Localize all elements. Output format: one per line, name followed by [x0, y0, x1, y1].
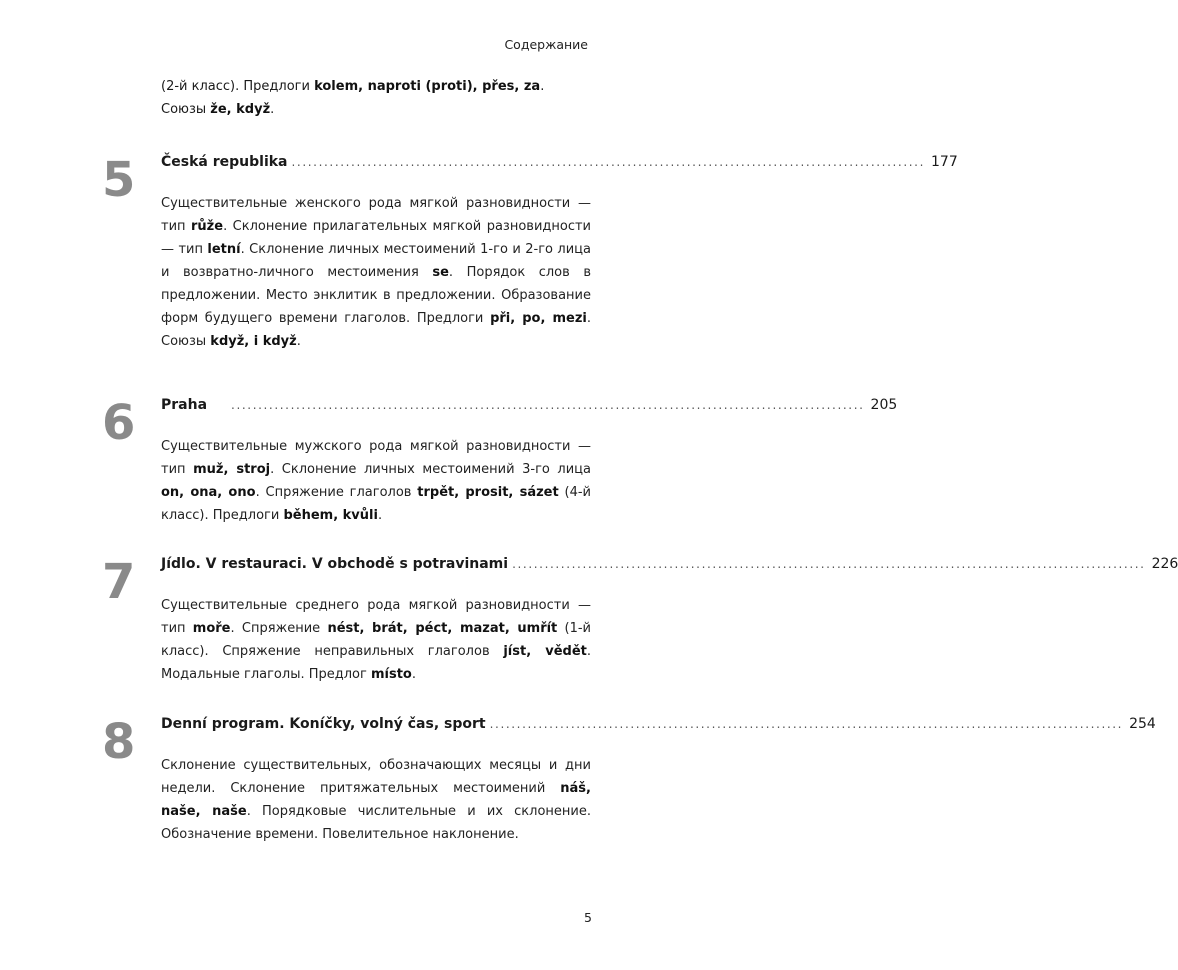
leader-dots: .....................................................................................................................	[512, 557, 1146, 571]
text-run: (4-й класс). Предлоги	[161, 485, 591, 523]
term-bold: jíst, vědět	[503, 644, 587, 659]
term-bold: růže	[191, 219, 224, 234]
text-run: . Союзы	[161, 79, 545, 117]
chapter-description	[161, 594, 591, 686]
text-run: .	[377, 508, 383, 523]
term-bold: on, ona, ono	[161, 485, 256, 500]
page-ref: 205	[870, 397, 898, 413]
page-header: Содержание	[504, 37, 588, 52]
page-number: 5	[584, 910, 592, 925]
leader-dots: .....................................................................................................................	[231, 398, 865, 412]
term-bold: muž, stroj	[193, 462, 271, 477]
chapter-number: 5	[102, 152, 136, 208]
term-bold: letní	[207, 242, 241, 257]
text-run: .	[296, 334, 301, 349]
text-run: . Спряжение глаголов	[255, 485, 418, 500]
chapter-number: 8	[102, 714, 136, 770]
chapter-description	[161, 192, 591, 353]
chapter-title: Denní program. Koníčky, volný čas, sport	[161, 716, 486, 732]
text-run: Склонение существительных, обозначающих месяцы и дни недели. Склонение притяжательных местоимений	[161, 758, 591, 796]
text-run: . Склонение личных местоимений 3-го лица	[270, 462, 591, 477]
toc-entry[interactable]	[161, 716, 1156, 738]
text-run: (1-й класс). Спряжение неправильных глаголов	[161, 621, 592, 659]
term-bold: kolem, naproti (proti), přes, za	[314, 79, 541, 94]
text-run: .	[411, 667, 416, 682]
text-run: . Союзы	[161, 311, 591, 349]
term-bold: se	[432, 265, 449, 280]
term-bold: během, kvůli	[283, 508, 378, 523]
text-run: . Порядок слов в предложении. Место энклитик в предложении. Образование форм будущего времени глаголов. Предлоги	[161, 265, 591, 326]
chapter-title: Česká republika	[161, 154, 288, 170]
term-bold: že, když	[210, 102, 271, 117]
term-bold: trpět, prosit, sázet	[417, 485, 559, 500]
term-bold: když, i když	[210, 334, 297, 349]
chapter-description	[161, 754, 591, 846]
term-bold: nést, brát, péct, mazat, umřít	[327, 621, 558, 636]
text-run: Существительные женского рода мягкой разновидности — тип	[161, 196, 591, 234]
toc-entry[interactable]	[161, 154, 958, 176]
page-ref: 226	[1151, 556, 1178, 572]
text-run: (2-й класс). Предлоги	[161, 79, 315, 94]
page-ref: 177	[931, 154, 958, 170]
chapter-title: Jídlo. V restauraci. V obchodě s potravinami	[161, 556, 509, 572]
leader-dots: .....................................................................................................................	[489, 717, 1124, 731]
text-run: . Склонение прилагательных мягкой разновидности — тип	[161, 219, 591, 257]
term-bold: moře	[192, 621, 231, 636]
toc-entry[interactable]	[161, 556, 1178, 578]
text-run: Существительные мужского рода мягкой разновидности — тип	[161, 439, 591, 477]
text-run: . Модальные глаголы. Предлог	[161, 644, 591, 682]
text-run: . Спряжение	[230, 621, 328, 636]
term-bold: náš, naše, naše	[161, 781, 591, 819]
toc-entry[interactable]	[161, 397, 898, 419]
term-bold: místo	[370, 667, 412, 682]
page-ref: 254	[1129, 716, 1156, 732]
chapter-title: Praha	[161, 397, 208, 413]
continuation-text	[161, 75, 591, 121]
text-run: . Склонение личных местоимений 1-го и 2-го лица и возвратно-личного местоимения	[161, 242, 591, 280]
chapter-description	[161, 435, 591, 527]
leader-dots: .....................................................................................................................	[291, 155, 925, 169]
chapter-number: 7	[102, 554, 136, 610]
text-run: Существительные среднего рода мягкой разновидности — тип	[161, 598, 591, 636]
text-run: .	[270, 102, 275, 117]
term-bold: při, po, mezi	[490, 311, 587, 326]
chapter-number: 6	[102, 395, 136, 451]
text-run: . Порядковые числительные и их склонение. Обозначение времени. Повелительное наклонение.	[161, 804, 591, 842]
